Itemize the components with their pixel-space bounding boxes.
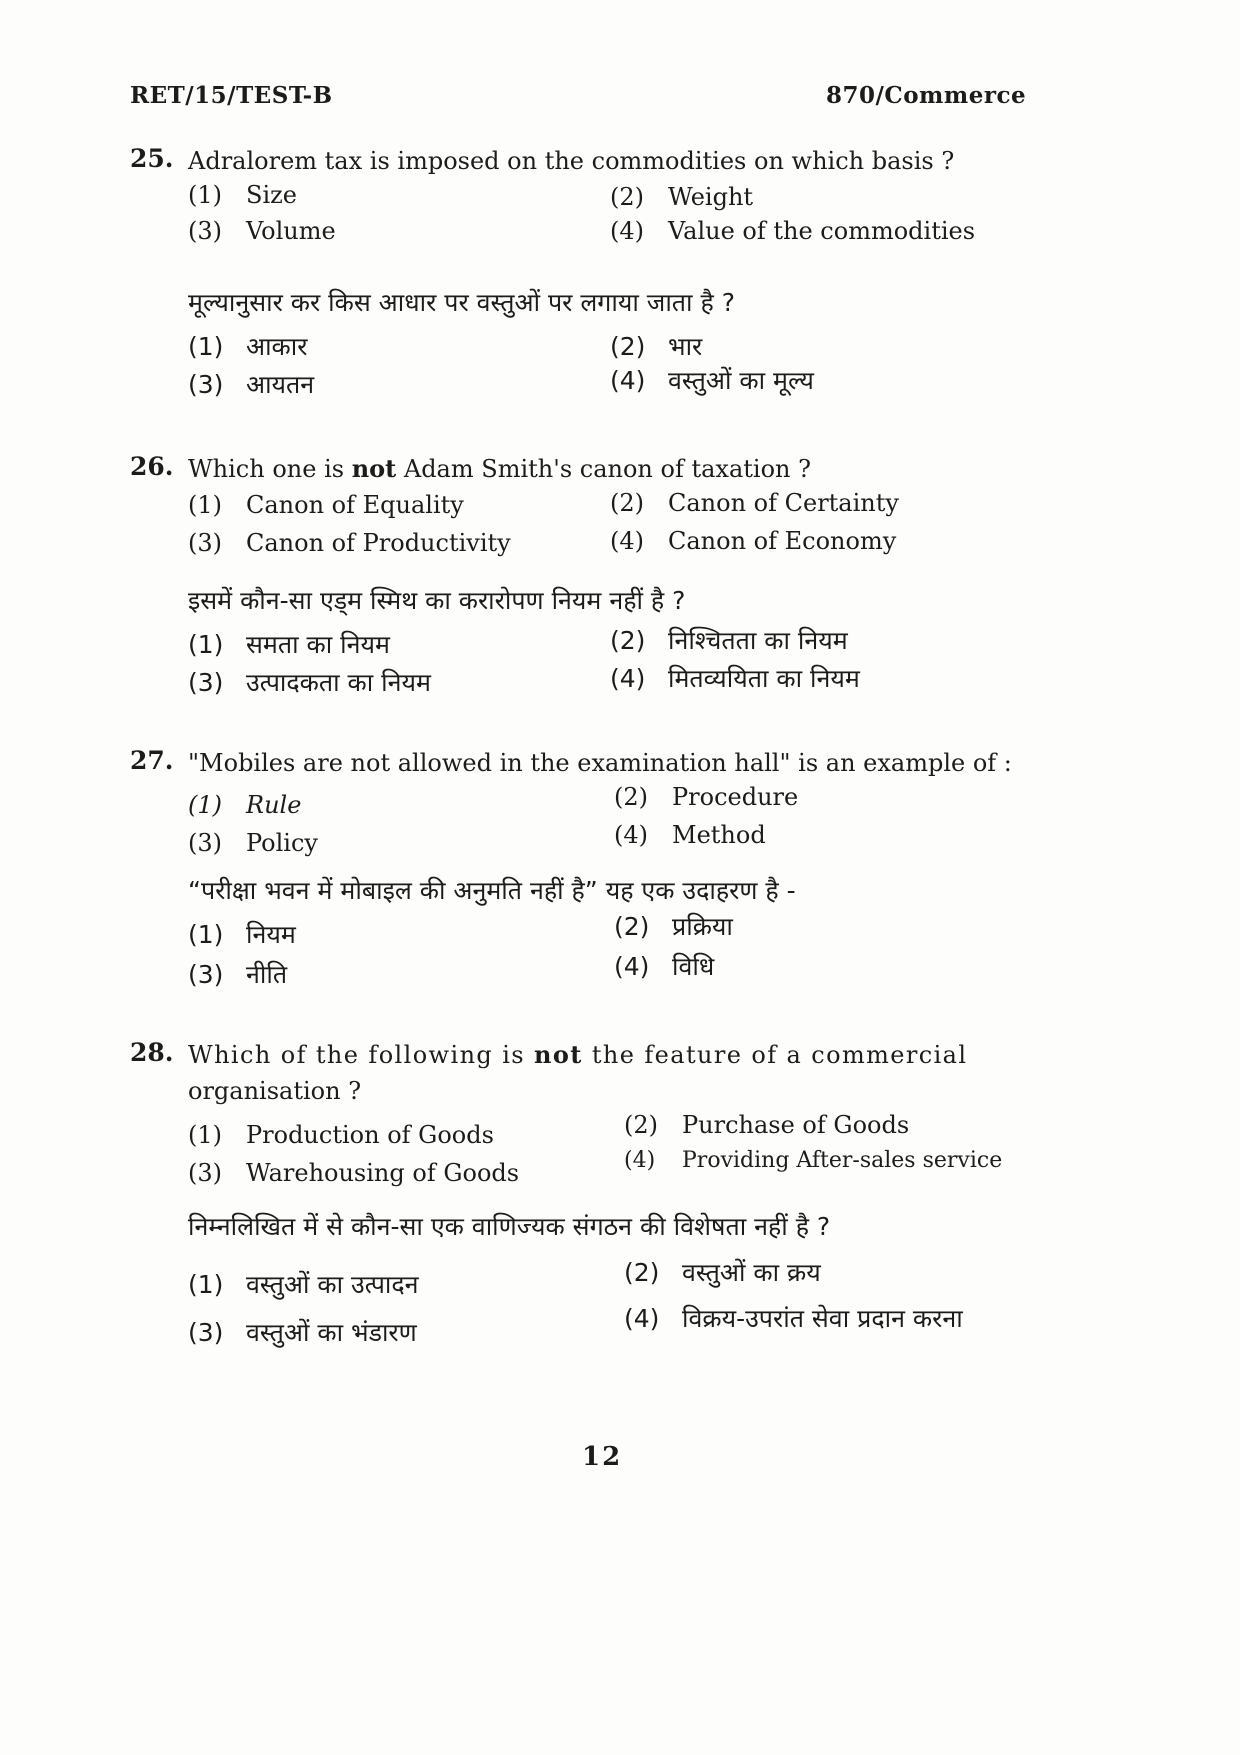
option-number: (1) (188, 630, 224, 659)
question-text-part: Which one is (188, 455, 352, 483)
option-1 (188, 1120, 494, 1150)
hindi-option-1 (188, 920, 296, 950)
option-text: नीति (246, 960, 288, 989)
option-text: प्रक्रिया (672, 912, 733, 941)
hindi-option-2 (610, 332, 702, 362)
option-text: Providing After-sales service (682, 1148, 1003, 1173)
option-text: Weight (668, 183, 754, 211)
option-text: Policy (246, 829, 318, 857)
question-text-part: Which of the following is (188, 1041, 535, 1069)
question-number: 26. (130, 452, 174, 481)
option-text: आयतन (246, 370, 315, 399)
question-number: 28. (130, 1038, 174, 1067)
option-number: (2) (610, 489, 644, 517)
option-number: (3) (188, 1159, 222, 1187)
hindi-option-3 (188, 668, 431, 698)
emphasis-not: not (351, 454, 397, 483)
option-text: Procedure (672, 783, 799, 811)
hindi-option-1 (188, 1270, 419, 1300)
option-text: Production of Goods (246, 1121, 494, 1149)
hindi-option-2 (610, 626, 848, 656)
option-number: (1) (188, 1121, 222, 1149)
option-text: Canon of Equality (246, 491, 464, 519)
question-text (188, 1038, 1088, 1072)
option-4 (614, 820, 766, 850)
option-number: (3) (188, 960, 224, 989)
hindi-option-2 (614, 912, 733, 942)
option-number: (4) (610, 366, 646, 395)
option-text: विधि (672, 952, 715, 981)
subject-code: 870/Commerce (826, 82, 1027, 109)
question-text-part: the feature of a commercial (582, 1041, 968, 1069)
option-3 (188, 216, 336, 246)
option-text: नियम (246, 920, 296, 949)
option-number: (1) (188, 920, 224, 949)
option-2 (610, 488, 899, 518)
option-number: (2) (614, 783, 648, 811)
option-1 (188, 180, 297, 210)
question-number: 27. (130, 746, 174, 775)
option-number: (3) (188, 1318, 224, 1347)
option-text: भार (668, 332, 703, 361)
option-number: (4) (614, 821, 648, 849)
option-number: (2) (610, 332, 646, 361)
option-number: (3) (188, 217, 222, 245)
option-text: Warehousing of Goods (246, 1159, 520, 1187)
hindi-option-4 (614, 952, 714, 982)
hindi-option-4 (610, 664, 860, 694)
option-number: (3) (188, 529, 222, 557)
option-text: Canon of Certainty (668, 489, 899, 517)
option-1 (188, 790, 301, 820)
hindi-question-text: इसमें कौन-सा एड्म स्मिथ का करारोपण नियम नहीं है ? (188, 586, 686, 615)
option-text: निश्चितता का नियम (668, 626, 848, 655)
option-number: (3) (188, 668, 224, 697)
option-text: Size (246, 181, 297, 209)
option-text: वस्तुओं का मूल्य (668, 366, 814, 395)
hindi-option-1 (188, 630, 390, 660)
option-number: (4) (614, 952, 650, 981)
hindi-option-3 (188, 370, 314, 400)
option-number: (2) (610, 626, 646, 655)
option-text: उत्पादकता का नियम (246, 668, 431, 697)
hindi-option-2 (624, 1258, 821, 1288)
option-text: वस्तुओं का भंडारण (246, 1318, 417, 1347)
option-4 (610, 216, 975, 246)
option-number: (2) (624, 1258, 660, 1287)
question-number: 25. (130, 144, 174, 173)
option-number: (1) (188, 332, 224, 361)
hindi-option-4 (624, 1304, 963, 1334)
option-text: समता का नियम (246, 630, 390, 659)
option-number: (4) (624, 1148, 656, 1173)
hindi-question-text: मूल्यानुसार कर किस आधार पर वस्तुओं पर लगाया जाता है ? (188, 288, 735, 317)
hindi-option-4 (610, 366, 814, 396)
option-3 (188, 1158, 519, 1188)
option-4 (624, 1146, 1002, 1176)
option-number: (4) (610, 527, 644, 555)
question-text-part: Adam Smith's canon of taxation ? (396, 455, 811, 483)
option-number: (1) (188, 491, 222, 519)
option-text: Purchase of Goods (682, 1111, 910, 1139)
option-1 (188, 490, 464, 520)
option-4 (610, 526, 896, 556)
emphasis-not: not (534, 1040, 583, 1069)
hindi-question-text: निम्नलिखित में से कौन-सा एक वाणिज्यक संगठन की विशेषता नहीं है ? (188, 1212, 831, 1241)
option-text: वस्तुओं का क्रय (682, 1258, 821, 1287)
option-number: (1) (188, 1270, 224, 1299)
option-text: वस्तुओं का उत्पादन (246, 1270, 419, 1299)
option-3 (188, 828, 318, 858)
option-2 (610, 182, 753, 212)
option-text: आकार (246, 332, 308, 361)
option-number: (1) (188, 791, 222, 819)
option-number: (3) (188, 829, 222, 857)
option-text: Canon of Productivity (246, 529, 511, 557)
option-text: विक्रय-उपरांत सेवा प्रदान करना (682, 1304, 963, 1333)
option-2 (614, 782, 798, 812)
option-number: (4) (624, 1304, 660, 1333)
question-text-line-2: organisation ? (188, 1077, 362, 1105)
option-number: (4) (610, 217, 644, 245)
option-2 (624, 1110, 909, 1140)
question-text (188, 452, 1088, 486)
paper-code: RET/15/TEST-B (130, 82, 333, 109)
option-text: Value of the commodities (668, 217, 976, 245)
option-number: (1) (188, 181, 222, 209)
option-number: (2) (614, 912, 650, 941)
option-text: Method (672, 821, 766, 849)
option-number: (2) (624, 1111, 658, 1139)
option-number: (2) (610, 183, 644, 211)
hindi-option-1 (188, 332, 307, 362)
option-text: Rule (246, 791, 302, 819)
option-number: (4) (610, 664, 646, 693)
option-text: मितव्ययिता का नियम (668, 664, 860, 693)
page-number: 12 (582, 1442, 623, 1472)
option-number: (3) (188, 370, 224, 399)
question-text: "Mobiles are not allowed in the examination hall" is an example of : (188, 749, 1012, 777)
hindi-option-3 (188, 960, 287, 990)
option-text: Canon of Economy (668, 527, 897, 555)
option-text: Volume (246, 217, 336, 245)
question-text: Adralorem tax is imposed on the commodities on which basis ? (188, 147, 955, 175)
hindi-option-3 (188, 1318, 417, 1348)
hindi-question-text: “परीक्षा भवन में मोबाइल की अनुमति नहीं है” यह एक उदाहरण है - (188, 876, 796, 905)
option-3 (188, 528, 511, 558)
